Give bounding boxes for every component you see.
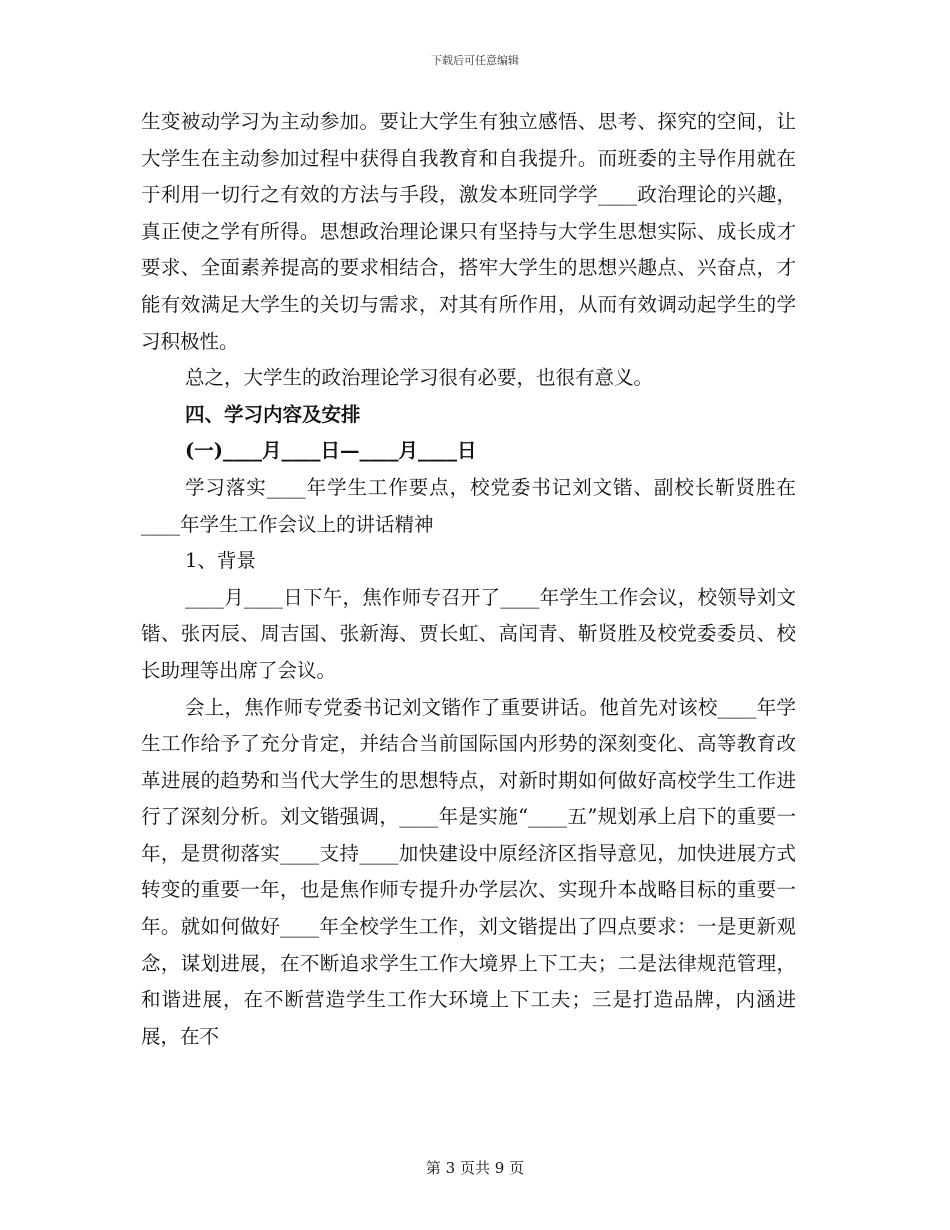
- paragraph-meeting-info: ____月____日下午，焦作师专召开了____年学生工作会议，校领导刘文锴、张丙辰、周吉国、张新海、贾长虹、高闰青、靳贤胜及校党委委员、校长助理等出席了会议。: [141, 585, 796, 682]
- document-body: [141, 104, 796, 1055]
- paragraph-study-task: 学习落实____年学生工作要点，校党委书记刘文锴、副校长靳贤胜在____年学生工作会议上的讲话精神: [141, 475, 796, 536]
- paragraph-study-motivation: 生变被动学习为主动参加。要让大学生有独立感悟、思考、探究的空间，让大学生在主动参加过程中获得自我教育和自我提升。而班委的主导作用就在于利用一切行之有效的方法与手段，激发本班同学学____政治理论的兴趣，真正使之学有所得。思想政治理论课只有坚持与大学生思想实际、成长成才要求、全面素养提高的要求相结合，搭牢大学生的思想兴趣点、兴奋点，才能有效满足大学生的关切与需求，对其有所作用，从而有效调动起学生的学习积极性。: [141, 110, 796, 353]
- paragraph-conclusion: 总之，大学生的政治理论学习很有必要，也很有意义。: [185, 366, 654, 390]
- page-footer: 第 3 页共 9 页: [425, 1159, 525, 1177]
- subsection-heading-date-range: (一)____月____日—____月____日: [185, 439, 477, 463]
- section-heading-study-content: 四、学习内容及安排: [185, 402, 361, 426]
- subheading-background: 1、背景: [185, 549, 256, 573]
- paragraph-speech-content: 会上，焦作师专党委书记刘文锴作了重要讲话。他首先对该校____年学生工作给予了充分肯定，并结合当前国际国内形势的深刻变化、高等教育改革进展的趋势和当代大学生的思想特点，对新时期如何做好高校学生工作进行了深刻分析。刘文锴强调，____年是实施“____五”规划承上启下的重要一年，是贯彻落实____支持____加快建设中原经济区指导意见，加快进展方式转变的重要一年，也是焦作师专提升办学层次、实现升本战略目标的重要一年。就如何做好____年全校学生工作，刘文锴提出了四点要求：一是更新观念，谋划进展，在不断追求学生工作大境界上下工夫；二是法律规范管理，和谐进展，在不断营造学生工作大环境上下工夫；三是打造品牌，内涵进展，在不: [141, 695, 796, 1048]
- page-header: 下载后可任意编辑: [431, 54, 519, 67]
